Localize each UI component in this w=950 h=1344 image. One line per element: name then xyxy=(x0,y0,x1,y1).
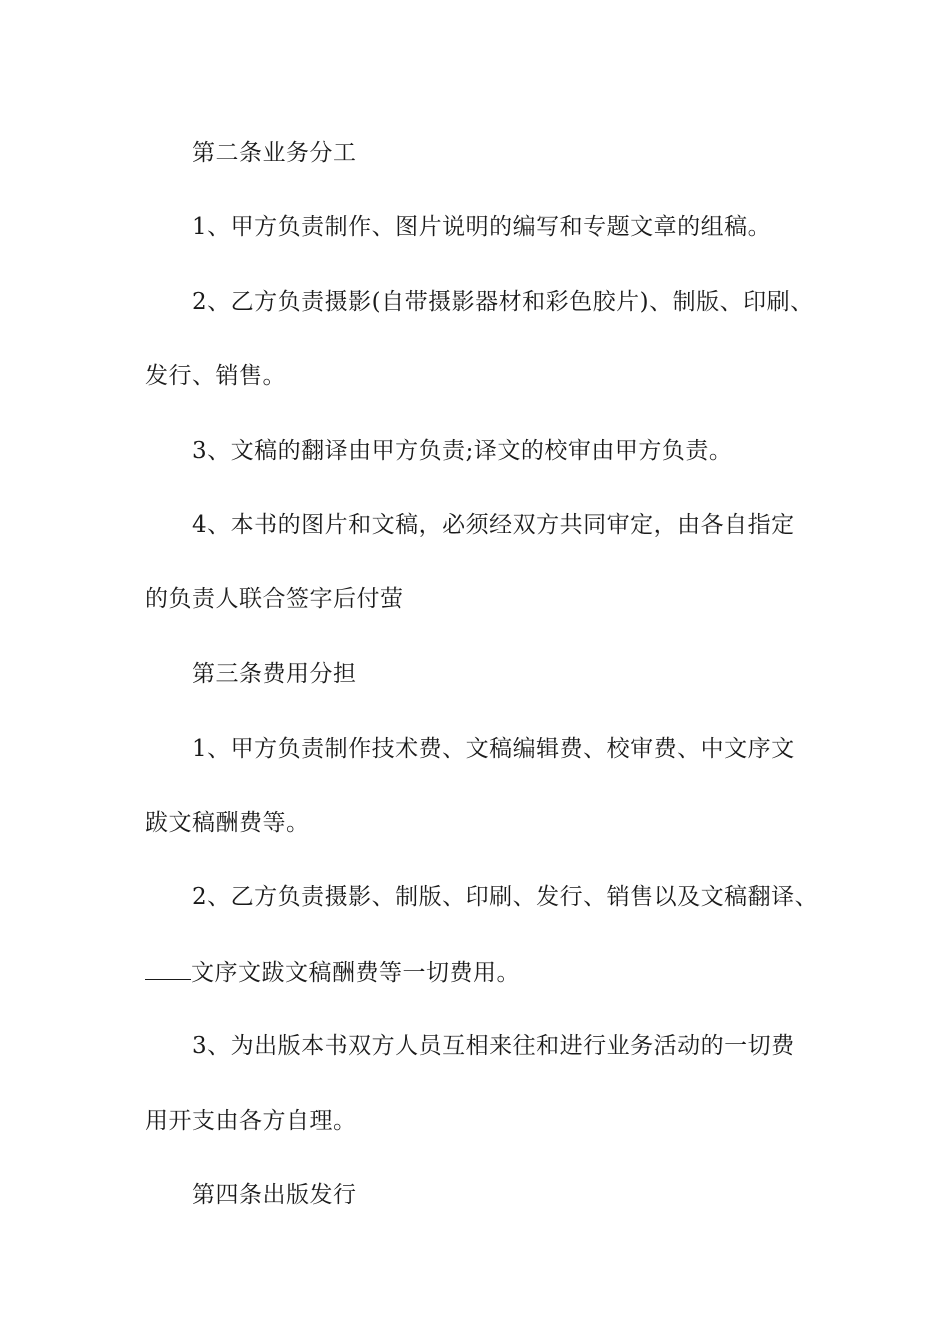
paragraph-line-text: 文序文跋文稿酬费等一切费用。 xyxy=(191,960,520,986)
paragraph-line: 2、乙方负责摄影(自带摄影器材和彩色胶片)、制版、印刷、 xyxy=(192,289,814,315)
paragraph-line: 跋文稿酬费等。 xyxy=(145,810,310,836)
section-heading-2: 第二条业务分工 xyxy=(192,140,357,166)
paragraph-line-with-blank xyxy=(145,957,520,988)
section-heading-3: 第三条费用分担 xyxy=(192,661,357,687)
paragraph-line: 2、乙方负责摄影、制版、印刷、发行、销售以及文稿翻译、 xyxy=(192,884,819,910)
paragraph-line: 1、甲方负责制作、图片说明的编写和专题文章的组稿。 xyxy=(192,214,772,240)
paragraph-line: 用开支由各方自理。 xyxy=(145,1108,357,1134)
paragraph-line: 的负责人联合签字后付萤 xyxy=(145,586,404,612)
fill-in-blank xyxy=(145,957,191,980)
section-heading-4: 第四条出版发行 xyxy=(192,1182,357,1208)
paragraph-line: 3、文稿的翻译由甲方负责;译文的校审由甲方负责。 xyxy=(192,438,733,464)
paragraph-line: 4、本书的图片和文稿，必须经双方共同审定，由各自指定 xyxy=(192,512,795,538)
paragraph-line: 3、为出版本书双方人员互相来往和进行业务活动的一切费 xyxy=(192,1033,795,1059)
paragraph-line: 1、甲方负责制作技术费、文稿编辑费、校审费、中文序文 xyxy=(192,736,795,762)
paragraph-line: 发行、销售。 xyxy=(145,363,286,389)
